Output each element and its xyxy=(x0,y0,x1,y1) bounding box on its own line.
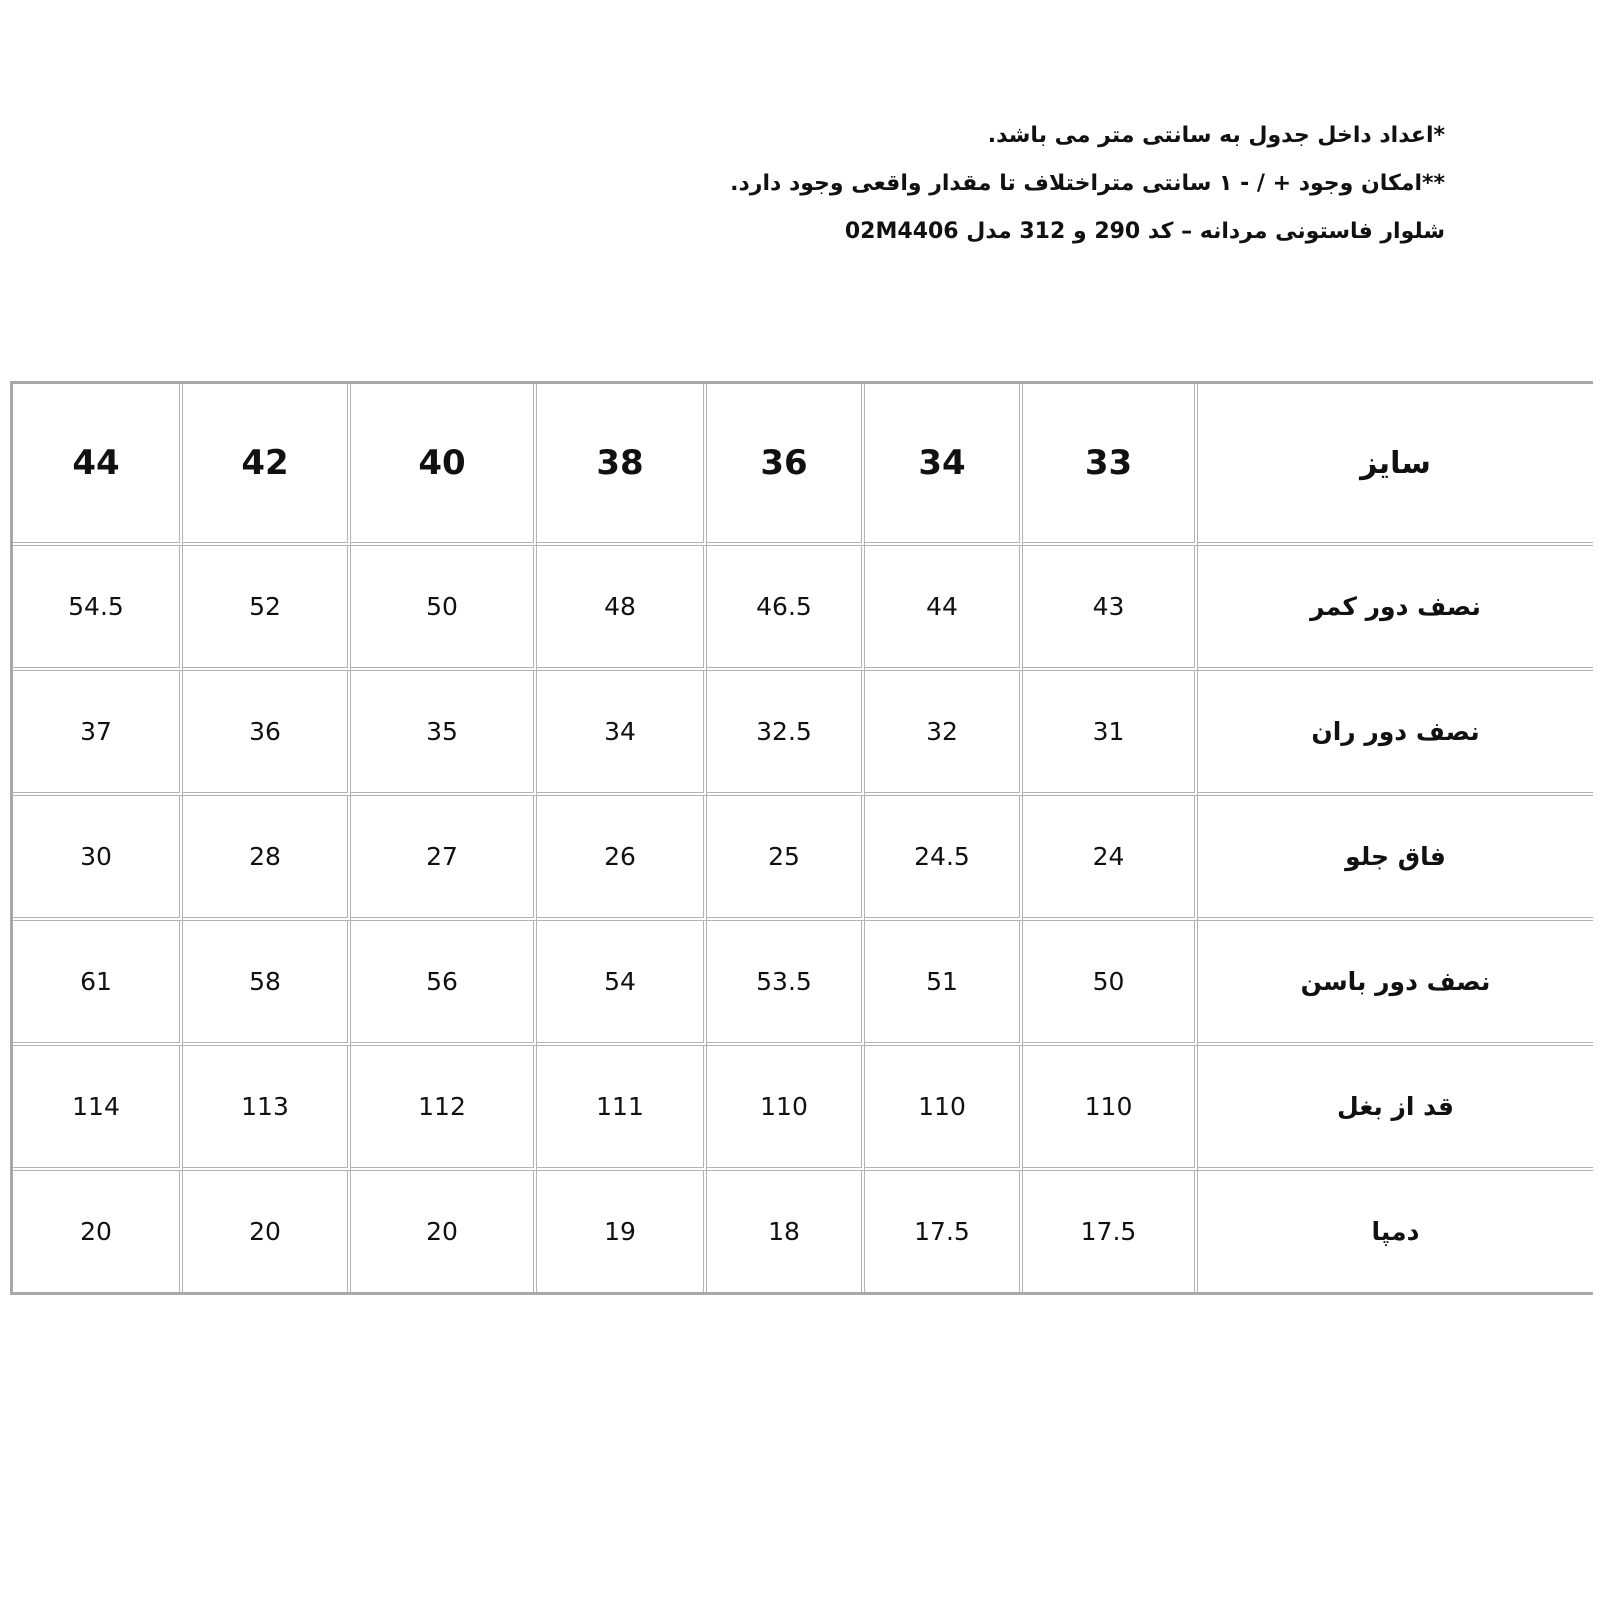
note-tolerance: **امکان وجود + / - ۱ سانتی متراختلاف تا مقدار واقعی وجود دارد. xyxy=(730,171,1445,196)
measurement-cell: 17.5 xyxy=(865,1171,1023,1292)
measurement-row-front-rise xyxy=(13,796,1593,921)
size-header-label: سایز xyxy=(1198,384,1593,546)
measurement-cell: 32.5 xyxy=(707,671,865,796)
measurement-cell: 56 xyxy=(351,921,537,1046)
row-label: فاق جلو xyxy=(1198,796,1593,921)
measurement-cell: 111 xyxy=(537,1046,707,1171)
measurement-row-waist xyxy=(13,546,1593,671)
measurement-cell: 46.5 xyxy=(707,546,865,671)
measurement-row-side-length xyxy=(13,1046,1593,1171)
measurement-cell: 48 xyxy=(537,546,707,671)
measurement-cell: 114 xyxy=(13,1046,183,1171)
note-units: *اعداد داخل جدول به سانتی متر می باشد. xyxy=(987,123,1445,148)
measurement-cell: 27 xyxy=(351,796,537,921)
size-header-cell: 34 xyxy=(865,384,1023,546)
measurement-cell: 43 xyxy=(1023,546,1198,671)
measurement-cell: 110 xyxy=(1023,1046,1198,1171)
measurement-cell: 61 xyxy=(13,921,183,1046)
measurement-cell: 31 xyxy=(1023,671,1198,796)
measurement-cell: 26 xyxy=(537,796,707,921)
size-header-cell: 42 xyxy=(183,384,351,546)
size-header-cell: 38 xyxy=(537,384,707,546)
size-notes xyxy=(545,112,1445,256)
measurement-cell: 19 xyxy=(537,1171,707,1292)
measurement-cell: 35 xyxy=(351,671,537,796)
measurement-row-thigh xyxy=(13,671,1593,796)
measurement-cell: 20 xyxy=(183,1171,351,1292)
measurement-cell: 54.5 xyxy=(13,546,183,671)
row-label: نصف دور ران xyxy=(1198,671,1593,796)
row-label: دمپا xyxy=(1371,1217,1420,1246)
row-label: نصف دور باسن xyxy=(1198,921,1593,1046)
measurement-cell: 30 xyxy=(13,796,183,921)
size-header-cell: 44 xyxy=(13,384,183,546)
row-label: قد از بغل xyxy=(1198,1046,1593,1171)
measurement-cell: 50 xyxy=(1023,921,1198,1046)
measurement-cell: 32 xyxy=(865,671,1023,796)
size-header-row xyxy=(13,384,1593,546)
measurement-cell: 112 xyxy=(351,1046,537,1171)
measurement-cell: 25 xyxy=(707,796,865,921)
measurement-cell: 20 xyxy=(351,1171,537,1292)
measurement-row-hem xyxy=(13,1171,1593,1292)
product-title: شلوار فاستونی مردانه – کد 290 و 312 مدل 02M4406 xyxy=(844,219,1445,244)
measurement-cell: 24 xyxy=(1023,796,1198,921)
measurement-cell: 58 xyxy=(183,921,351,1046)
measurement-cell: 34 xyxy=(537,671,707,796)
measurement-row-hip xyxy=(13,921,1593,1046)
size-chart-table xyxy=(13,384,1593,1292)
measurement-cell: 36 xyxy=(183,671,351,796)
measurement-cell: 53.5 xyxy=(707,921,865,1046)
measurement-cell: 20 xyxy=(13,1171,183,1292)
size-header-cell: 33 xyxy=(1023,384,1198,546)
measurement-cell: 17.5 xyxy=(1023,1171,1198,1292)
measurement-cell: 110 xyxy=(865,1046,1023,1171)
size-header-cell: 40 xyxy=(351,384,537,546)
measurement-cell: 50 xyxy=(351,546,537,671)
measurement-cell: 28 xyxy=(183,796,351,921)
measurement-cell: 54 xyxy=(537,921,707,1046)
measurement-cell: 113 xyxy=(183,1046,351,1171)
measurement-cell: 24.5 xyxy=(865,796,1023,921)
measurement-cell: 18 xyxy=(707,1171,865,1292)
measurement-cell: 37 xyxy=(13,671,183,796)
measurement-cell: 52 xyxy=(183,546,351,671)
size-chart-table-container xyxy=(10,381,1593,1295)
measurement-cell: 44 xyxy=(865,546,1023,671)
measurement-cell: 110 xyxy=(707,1046,865,1171)
row-label: نصف دور کمر xyxy=(1198,546,1593,671)
size-header-cell: 36 xyxy=(707,384,865,546)
measurement-cell: 51 xyxy=(865,921,1023,1046)
